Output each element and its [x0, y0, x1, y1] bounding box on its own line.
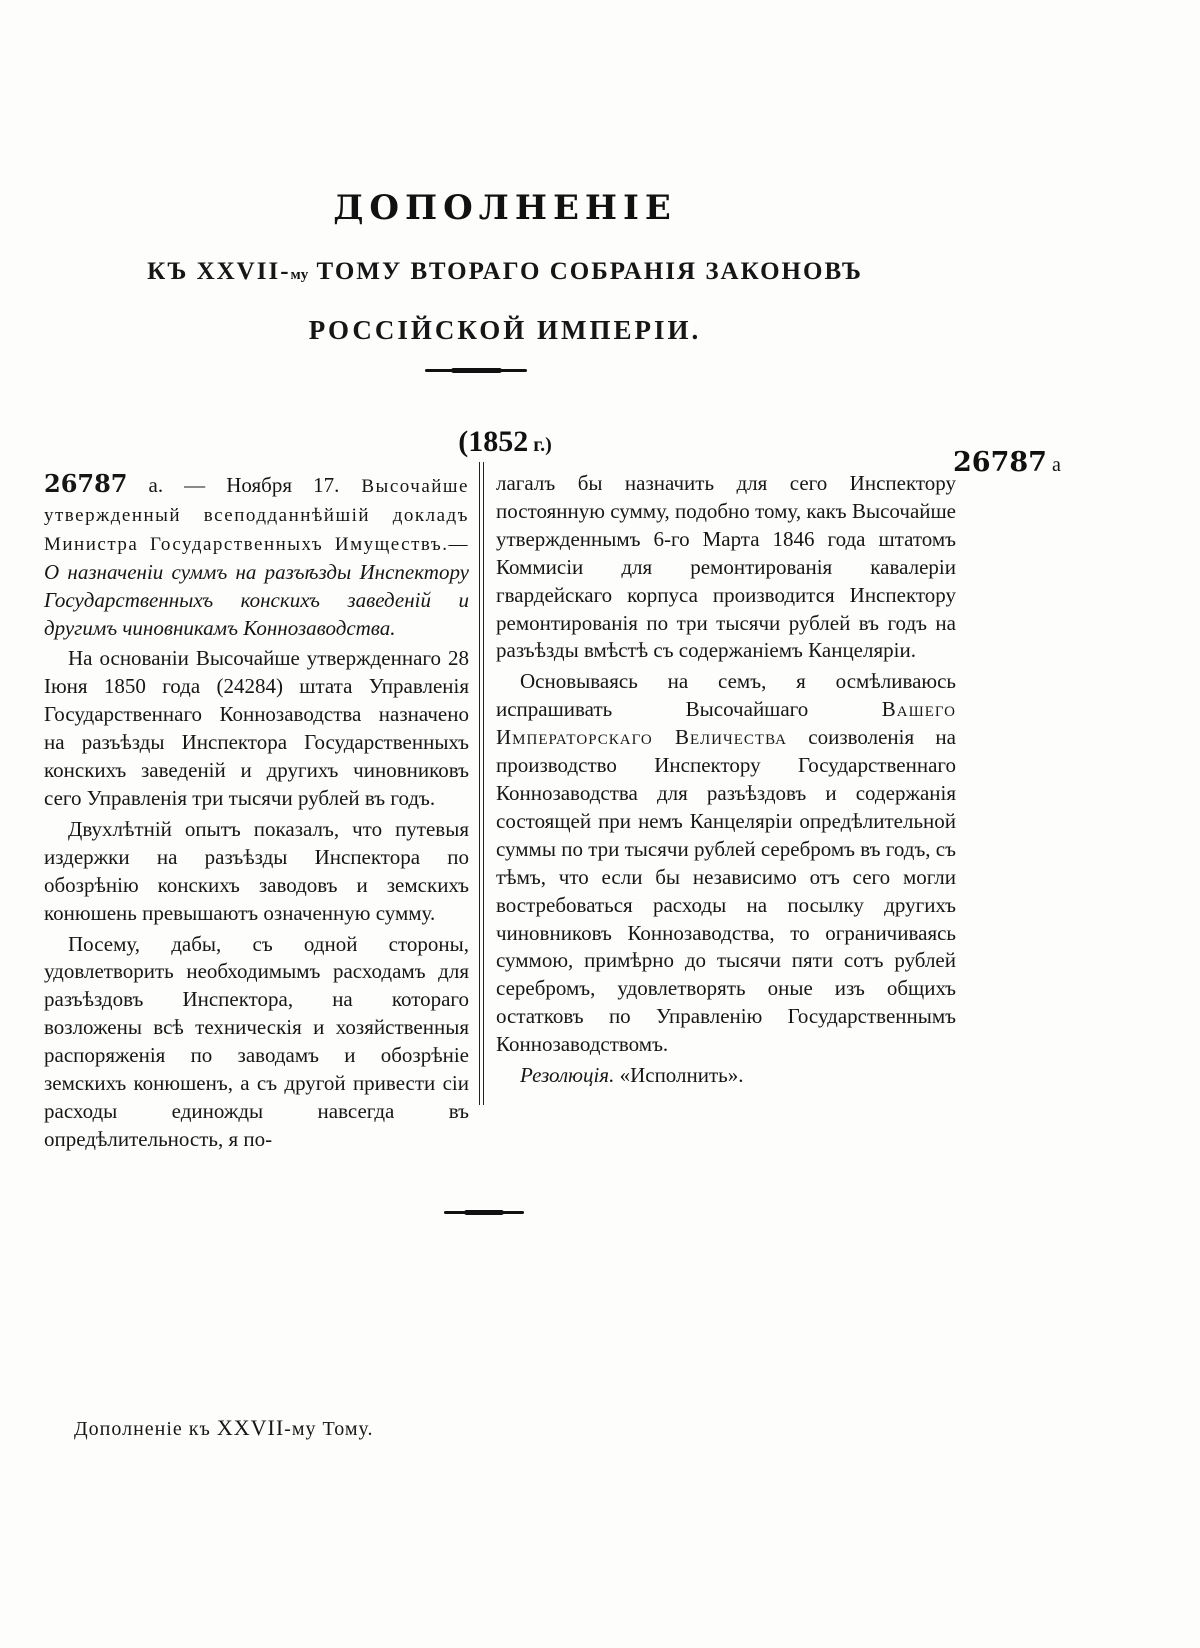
end-divider [444, 1211, 524, 1214]
left-column [44, 470, 469, 1157]
subtitle-pre: КЪ XXVII- [147, 258, 291, 285]
paragraph: Двухлѣтній опытъ показалъ, что путевыя издержки на разъѣзды Инспектора по обозрѣнію конскихъ заводовъ и земскихъ конюшень превышаютъ означенную сумму. [44, 816, 469, 925]
entry-subject: О назначеніи суммъ на разъѣзды Инспектору Государственныхъ конскихъ заведеній и другимъ чиновникамъ Коннозаводства. [44, 559, 469, 640]
entry-letter: а. — [127, 473, 227, 497]
subtitle-suffix: му [290, 267, 309, 283]
footer-post: -му Тому. [284, 1418, 374, 1440]
resolution-label: Резолюція. [520, 1063, 615, 1088]
paragraph-smallcaps: Вашего Императорскаго Величества [496, 697, 956, 750]
year-heading [0, 425, 1010, 459]
entry-date: Ноября 17. [226, 473, 340, 497]
footer-signature [74, 1415, 373, 1441]
page-title: ДОПОЛНЕНІЕ [333, 188, 677, 228]
page-subtitle-second: РОССІЙСКОЙ ИМПЕРІИ. [308, 315, 702, 345]
paragraph [496, 668, 956, 1059]
margin-number: 26787 [953, 447, 1047, 478]
year-close: г.) [528, 434, 552, 456]
entry-heading [44, 470, 469, 642]
paragraph: лагалъ бы назначить для сего Инспектору постоянную сумму, подобно тому, какъ Высочайше утвержденнымъ 6-го Марта 1846 года штатомъ Коммисіи для ремонтированія кавалеріи гвардейскаго корпуса производится Инспектору ремонтированія по три тысячи рублей въ годъ на разъѣзды вмѣстѣ съ содержаніемъ Канцеляріи. [496, 471, 956, 663]
paragraph-text: Основываясь на семъ, я осмѣливаюсь испрашивать Высочайшаго [496, 669, 956, 722]
resolution-text: «Исполнить». [614, 1063, 744, 1088]
page-subtitle [0, 258, 1010, 286]
paragraph: Посему, дабы, съ одной стороны, удовлетворить необходимымъ расходамъ для разъѣздовъ Инспектора, на котораго возложены всѣ техническія и хозяйственныя распоряженія по заводамъ и обозрѣніе земскихъ конюшенъ, а съ другой привести сіи расходы единожды навсегда въ опредѣлительность, я по- [44, 931, 469, 1151]
year-open: ( [458, 425, 469, 458]
entry-lead: Высочайше утвержденный всеподданнѣйшій докладъ Министра Государственныхъ Имуществъ.— [44, 476, 469, 555]
resolution [496, 1062, 956, 1090]
margin-letter: а [1046, 454, 1061, 476]
footer-pre: Дополненіе къ [74, 1418, 217, 1440]
margin-entry-number [953, 447, 1061, 478]
entry-number: 26787 [44, 469, 128, 498]
subtitle-post: ТОМУ ВТОРАГО СОБРАНІЯ ЗАКОНОВЪ [308, 258, 863, 285]
column-divider [479, 462, 484, 1105]
footer-roman: XXVII [216, 1415, 285, 1440]
paragraph: На основаніи Высочайше утвержденнаго 28 Іюня 1850 года (24284) штата Управленія Государственнаго Коннозаводства назначено на разъѣзды Инспектора Государственныхъ конскихъ заведеній и другихъ чиновниковъ сего Управленія три тысячи рублей въ годъ. [44, 646, 469, 810]
year-value: 1852 [468, 425, 529, 458]
paragraph-text: соизволенія на производство Инспектору Государственнаго Коннозаводства для разъѣздовъ и содержанія состоящей при немъ Канцеляріи опредѣлительной суммы по три тысячи рублей серебромъ въ годъ, съ тѣмъ, что если бы независимо отъ сего могли востребоваться расходы на посылку другихъ чиновниковъ Коннозаводства, то ограничиваясь суммою, примѣрно до тысячи пяти сотъ рублей серебромъ, удовлетворять оные изъ общихъ остатковъ по Управленію Государственнымъ Коннозаводствомъ. [496, 725, 956, 1057]
title-divider [425, 369, 527, 372]
right-column [496, 470, 956, 1093]
